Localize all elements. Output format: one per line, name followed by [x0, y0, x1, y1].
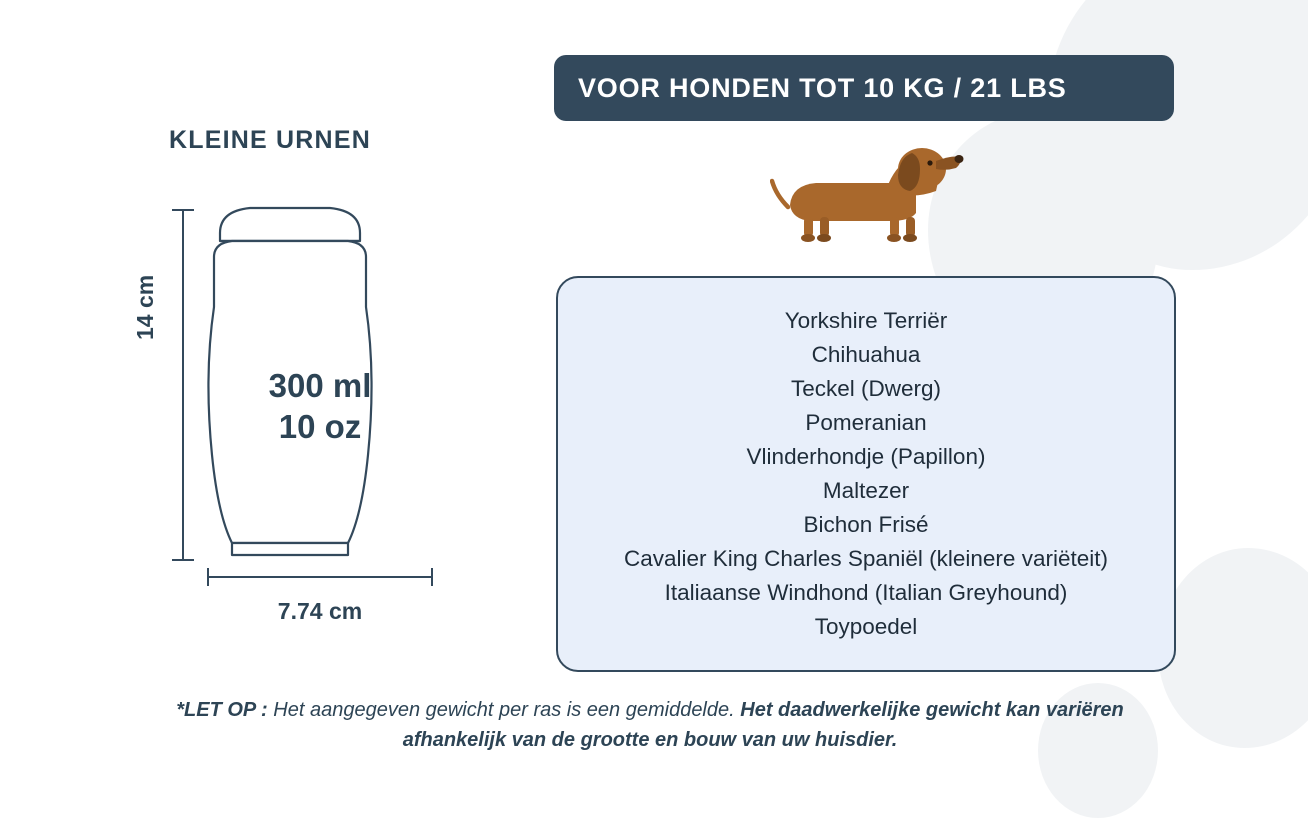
list-item: Teckel (Dwerg)	[790, 376, 942, 401]
urn-volume-ml: 300 ml	[268, 367, 372, 404]
breed-list	[558, 304, 1174, 644]
urn-volume-oz: 10 oz	[278, 408, 362, 446]
width-dimension-label: 7.74 cm	[277, 598, 363, 624]
footnote	[170, 695, 1130, 755]
list-item: Vlinderhondje (Papillon)	[746, 444, 986, 469]
dachshund-dog-icon	[770, 135, 970, 255]
list-item: Yorkshire Terriër	[784, 308, 948, 333]
list-item: Italiaanse Windhond (Italian Greyhound)	[664, 580, 1068, 605]
urn-volume	[195, 365, 445, 448]
list-item: Cavalier King Charles Spaniël (kleinere variëteit)	[624, 546, 1108, 571]
height-dimension-line	[168, 205, 198, 565]
list-item: Toypoedel	[814, 614, 918, 639]
footnote-bold: Het daadwerkelijke gewicht kan variëren afhankelijk van de grootte en bouw van uw huisdier.	[402, 699, 1124, 751]
footnote-normal: Het aangegeven gewicht per ras is een gemiddelde.	[267, 699, 741, 721]
list-item: Chihuahua	[811, 342, 921, 367]
section-title: KLEINE URNEN	[169, 126, 371, 154]
weight-range-banner: VOOR HONDEN TOT 10 KG / 21 LBS	[554, 55, 1174, 121]
list-item: Bichon Frisé	[803, 512, 929, 537]
width-dimension-line	[200, 565, 440, 589]
list-item: Pomeranian	[805, 410, 927, 435]
urn-diagram-section	[0, 0, 540, 690]
list-item: Maltezer	[822, 478, 910, 503]
height-dimension-label: 14 cm	[132, 274, 158, 340]
breed-list-panel	[556, 276, 1176, 672]
footnote-lead: *LET OP :	[176, 699, 268, 721]
